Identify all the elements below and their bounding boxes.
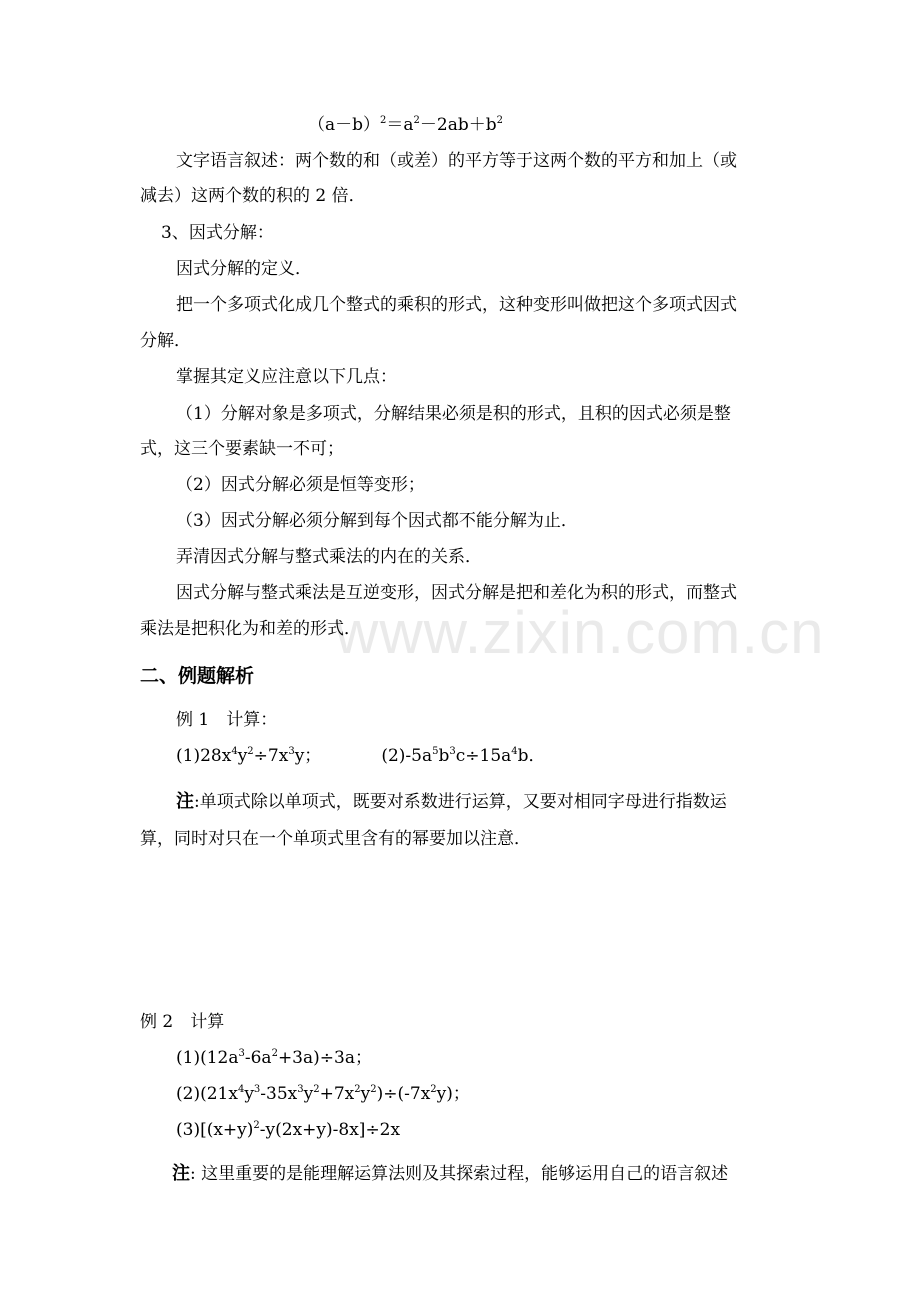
note-label: 注: [172, 1163, 190, 1184]
verbal-statement-line2: 减去）这两个数的积的 2 倍．: [140, 186, 366, 206]
example1-note-line1: 注:单项式除以单项式，既要对系数进行运算，又要对相同字母进行指数运: [176, 791, 727, 812]
factorization-title: 3、因式分解：: [161, 223, 274, 243]
example2-problem2: $(2)(21x^4y^3-35x^3y^2+7x^2y^2)\div(-7x^2y)$；: [176, 1084, 470, 1104]
factorization-definition-line1: 把一个多项式化成几个整式的乘积的形式，这种变形叫做把这个多项式因式: [176, 295, 737, 315]
example1-problem1: $(1)28x^4y^2\div 7x^3y$；: [176, 746, 322, 766]
example2-problem1: $(1)(12a^3-6a^2+3a)\div 3a$；: [176, 1048, 372, 1068]
relation-line1: 因式分解与整式乘法是互逆变形，因式分解是把和差化为积的形式，而整式: [176, 583, 737, 603]
point-3: （3）因式分解必须分解到每个因式都不能分解为止．: [176, 511, 578, 531]
section-heading: 二、例题解析: [140, 665, 255, 687]
example2-title: 例 2 计算: [140, 1012, 225, 1032]
square-formula: $(a-b)^2=a^2-2ab+b^2$: [308, 115, 504, 135]
example1-problems: [176, 744, 546, 768]
relation-title: 弄清因式分解与整式乘法的内在的关系．: [176, 547, 482, 567]
note-label: 注: [176, 791, 194, 812]
point-2: （2）因式分解必须是恒等变形；: [176, 475, 425, 495]
points-title: 掌握其定义应注意以下几点：: [176, 367, 397, 387]
example1-title: 例 1 计算：: [176, 710, 278, 730]
verbal-statement-line1: 文字语言叙述：两个数的和（或差）的平方等于这两个数的平方和加上（或: [176, 151, 737, 171]
example2-note-line1: 注: 这里重要的是能理解运算法则及其探索过程，能够运用自己的语言叙述: [172, 1163, 729, 1184]
relation-line2: 乘法是把积化为和差的形式．: [140, 619, 361, 639]
point-1-line1: （1）分解对象是多项式，分解结果必须是积的形式，且积的因式必须是整: [176, 404, 731, 424]
example2-problem3: $(3)[(x+y)^2-y(2x+y)-8x]\div 2x$: [176, 1120, 401, 1140]
example1-problem2: $(2)-5a^5b^3c\div 15a^4b$．: [381, 746, 546, 766]
example1-note-line2: 算，同时对只在一个单项式里含有的幂要加以注意．: [140, 829, 531, 849]
point-1-line2: 式，这三个要素缺一不可；: [140, 439, 344, 459]
watermark: www.zixin.com.cn: [335, 599, 825, 666]
factorization-definition-line2: 分解．: [140, 331, 191, 351]
factorization-definition-title: 因式分解的定义．: [176, 259, 312, 279]
